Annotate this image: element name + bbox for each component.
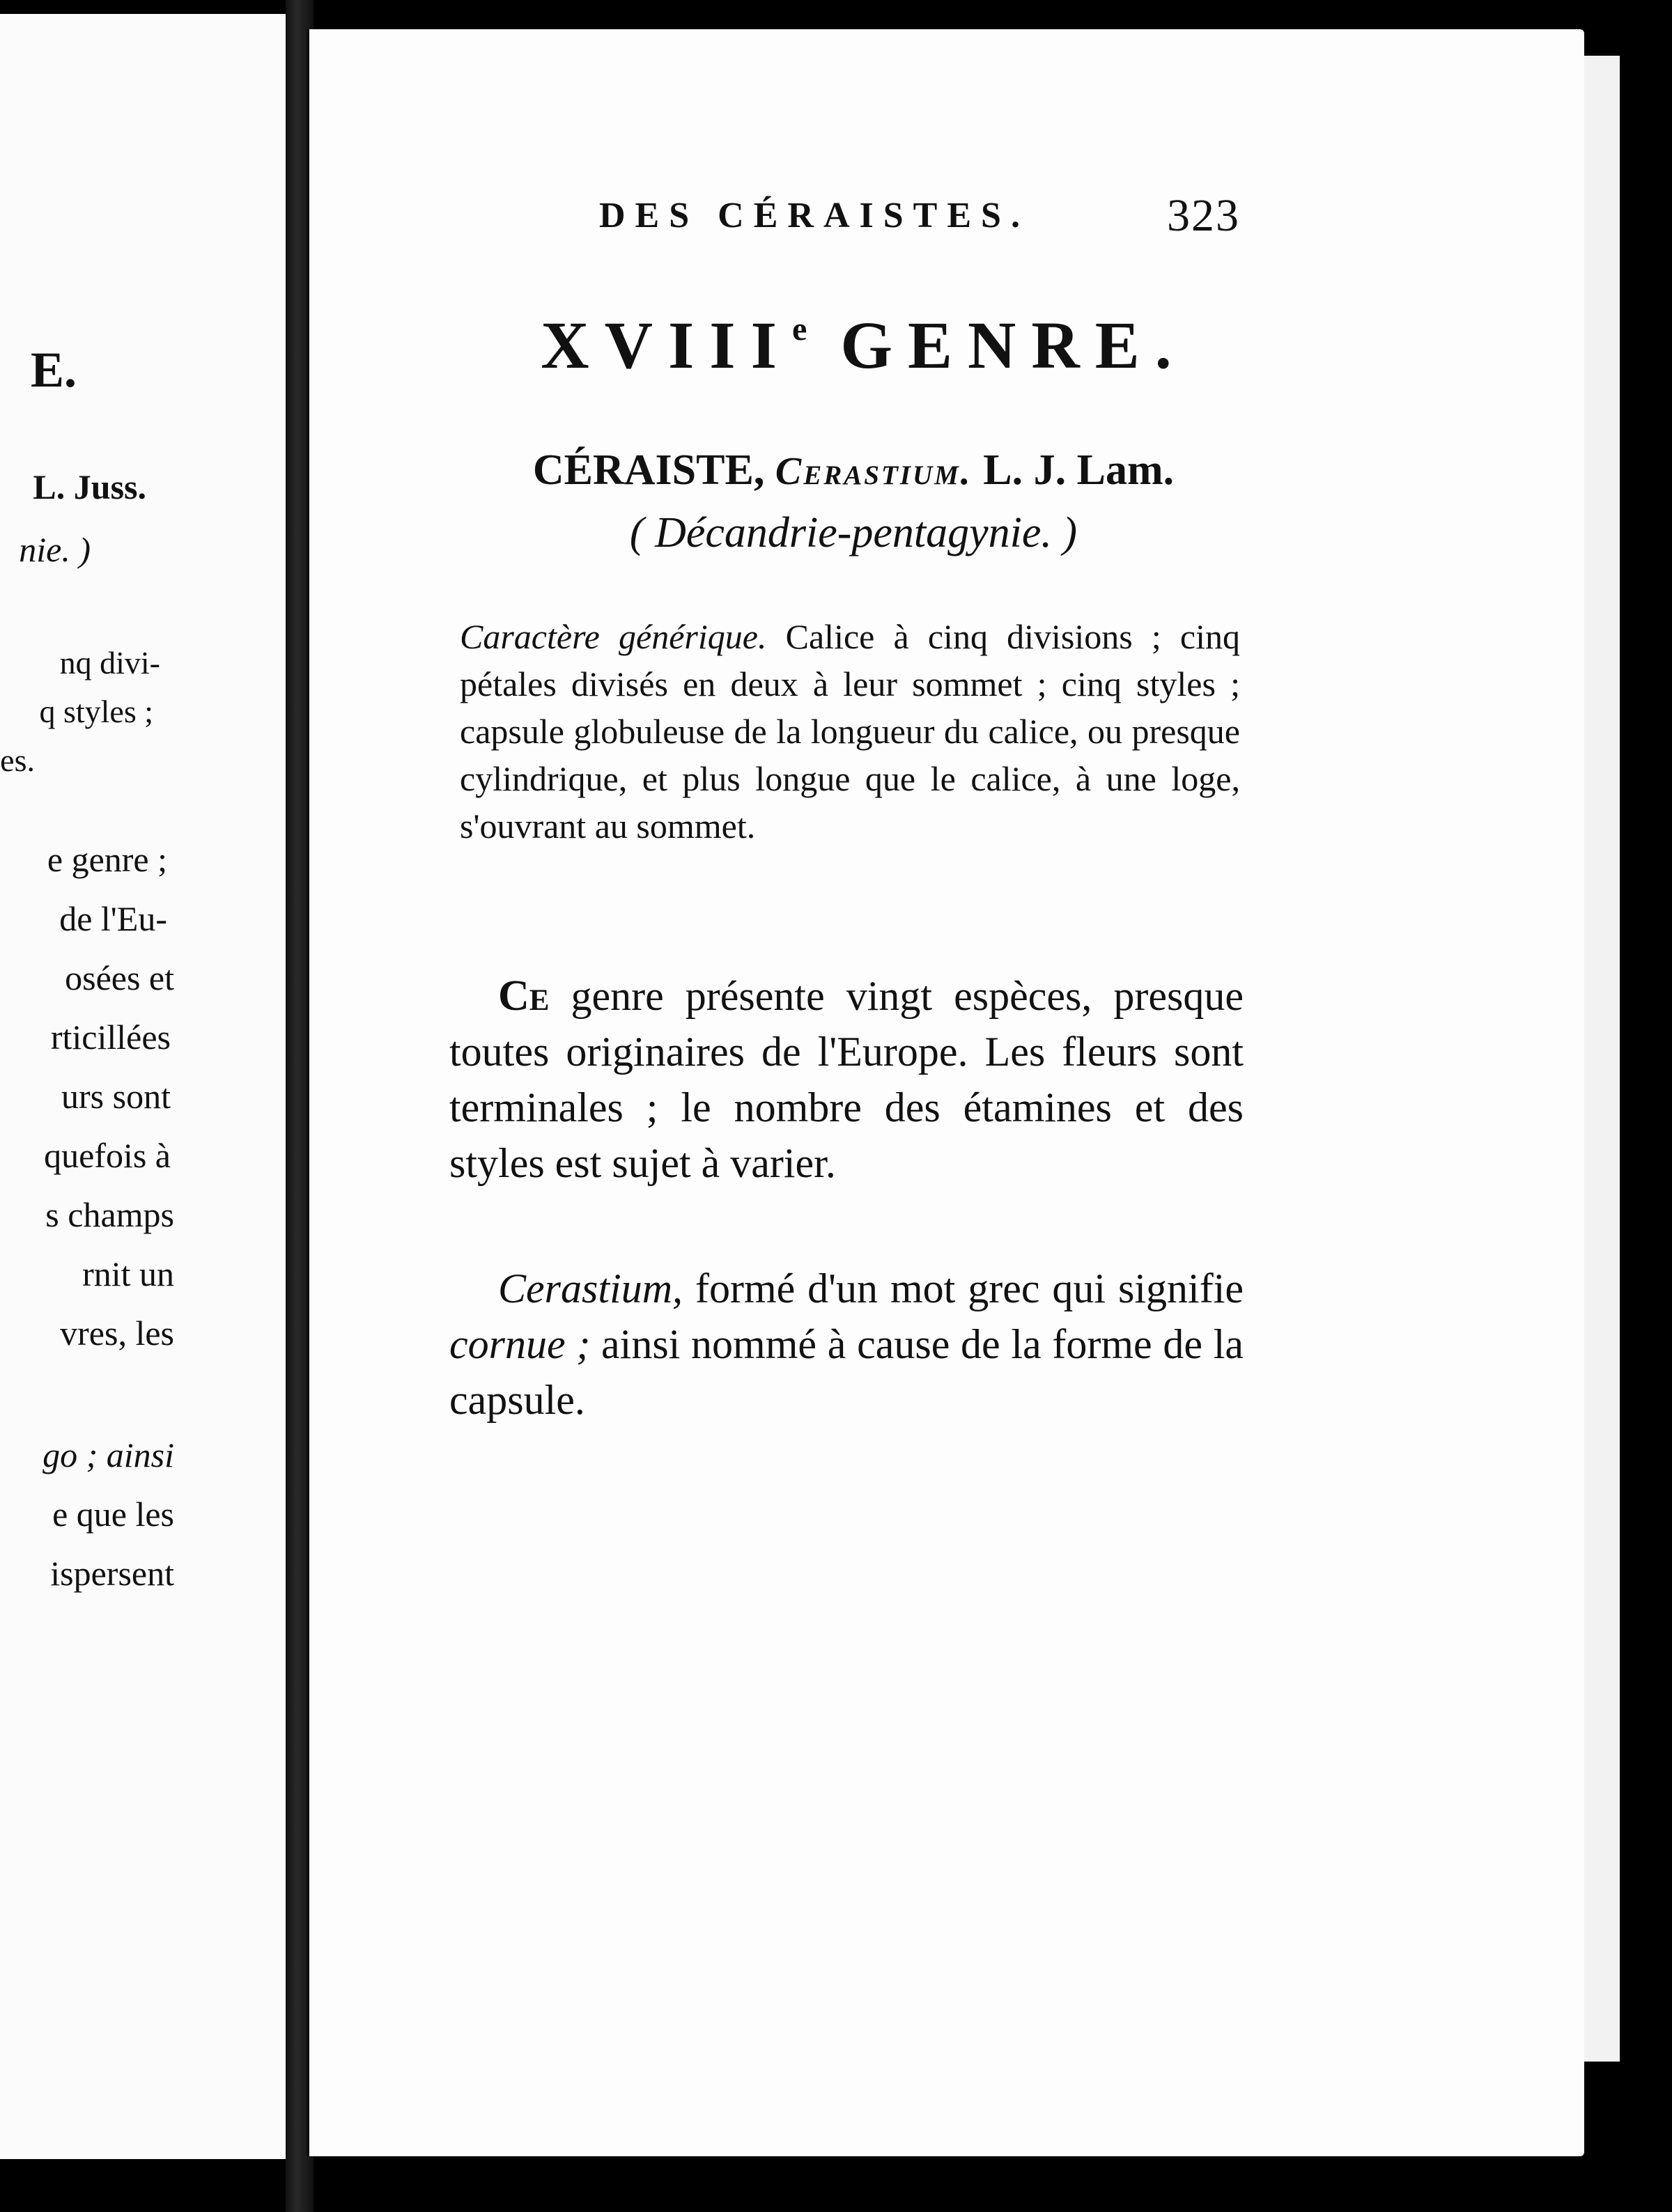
etymology-text-end: ainsi nommé à cause de la forme de la capsule. xyxy=(449,1321,1244,1423)
genus-french-name: CÉRAISTE, xyxy=(532,446,765,494)
left-line: L. Juss. xyxy=(33,467,146,506)
left-page xyxy=(0,14,290,2159)
left-line: E. xyxy=(30,342,77,398)
left-line: nq divi- xyxy=(59,645,160,680)
genus-heading xyxy=(453,446,1254,495)
left-line: vres, les xyxy=(60,1314,174,1353)
left-line: ispersent xyxy=(50,1554,174,1593)
generic-character-label: Caractère générique. xyxy=(460,617,767,656)
genre-word: GENRE. xyxy=(840,308,1187,382)
paragraph-initial: Ce xyxy=(498,972,550,1020)
genre-title xyxy=(529,306,1198,384)
paragraph-description xyxy=(449,968,1244,1191)
left-line: go ; ainsi xyxy=(42,1435,174,1474)
genre-numeral-suffix: e xyxy=(792,311,809,348)
generic-character-text: Calice à cinq divisions ; cinq pétales divisés en deux à leur sommet ; cinq styles ; capsule globuleuse de la longueur du calice, ou presque cylindrique, et plus longue que le calice, à une loge, s'ouvrant au sommet. xyxy=(460,617,1240,846)
left-line: de l'Eu- xyxy=(59,899,167,938)
genus-latin-name: Cerastium. xyxy=(775,450,973,493)
genus-authors: L. J. Lam. xyxy=(983,446,1175,494)
left-line: s champs xyxy=(45,1195,174,1234)
left-line: urs sont xyxy=(61,1077,171,1116)
left-line: rticillées xyxy=(50,1018,171,1057)
left-line: nie. ) xyxy=(19,530,91,569)
left-line: rnit un xyxy=(82,1254,174,1293)
running-head-title: DES CÉRAISTES. xyxy=(599,196,1030,235)
running-head xyxy=(599,190,1240,241)
etymology-italic: cornue ; xyxy=(449,1321,591,1367)
page-number: 323 xyxy=(1167,190,1240,241)
left-line: q styles ; xyxy=(39,694,153,729)
paragraph-etymology xyxy=(449,1261,1244,1428)
left-line: e genre ; xyxy=(47,840,167,879)
left-line: quefois à xyxy=(44,1136,171,1175)
etymology-latin: Cerastium, xyxy=(498,1265,683,1311)
paragraph-text: genre présente vingt espèces, presque toutes originaires de l'Europe. Les fleurs sont terminales ; le nombre des étamines et des styles est sujet à varier. xyxy=(449,973,1244,1186)
classification: ( Décandrie-pentagynie. ) xyxy=(629,509,1078,556)
left-line: e que les xyxy=(52,1495,174,1534)
generic-character xyxy=(460,613,1240,850)
left-line: es. xyxy=(0,742,35,778)
etymology-text: formé d'un mot grec qui signifie xyxy=(683,1265,1244,1311)
left-line: osées et xyxy=(65,958,174,997)
genre-numeral: XVIII xyxy=(541,308,793,382)
